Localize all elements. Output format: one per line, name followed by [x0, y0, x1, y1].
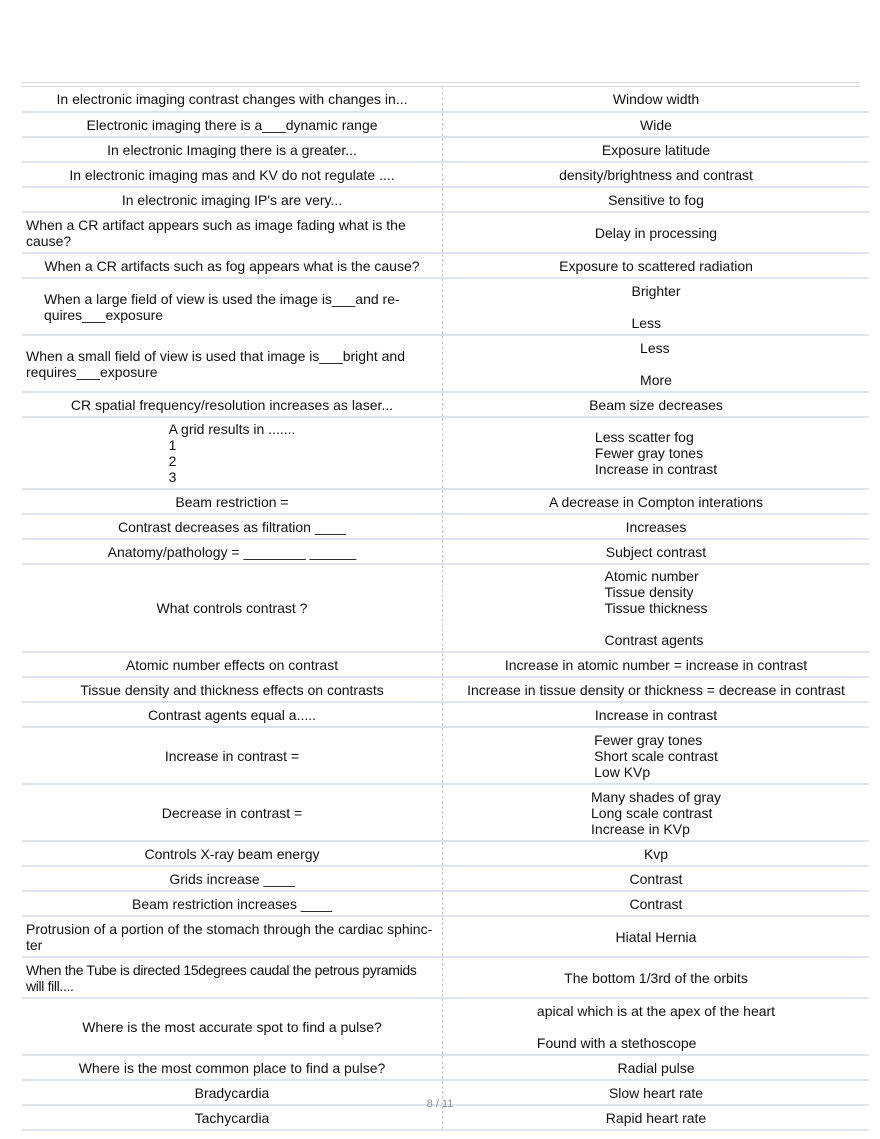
question-text: Contrast agents equal a.....: [147, 706, 317, 723]
answer-cell: [443, 784, 870, 841]
flashcard-row: [22, 841, 869, 866]
question-cell: [22, 278, 443, 335]
answer-block: [631, 283, 680, 331]
answer-text: Less: [631, 314, 662, 331]
flashcard-row: [22, 916, 869, 957]
answer-cell: [443, 727, 870, 784]
question-text: When the Tube is directed 15degrees caudal the petrous pyramids: [26, 961, 417, 978]
answer-text: Contrast: [629, 895, 683, 912]
question-text: Increase in contrast =: [164, 747, 300, 764]
answer-text: Exposure to scattered radiation: [559, 257, 753, 274]
question-text: Tachycardia: [194, 1109, 270, 1126]
question-text: quires___exposure: [44, 306, 164, 323]
question-text: When a large field of view is used the image is___and re-: [44, 290, 400, 307]
answer-text: Increase in KVp: [591, 820, 690, 837]
question-text: will fill....: [26, 977, 74, 994]
answer-text: The bottom 1/3rd of the orbits: [564, 969, 748, 986]
flashcard-row: [22, 702, 869, 727]
answer-text: Beam size decreases: [589, 396, 723, 413]
answer-cell: [443, 212, 870, 253]
answer-text: Many shades of gray: [591, 788, 721, 805]
question-text: In electronic imaging contrast changes with changes in...: [56, 91, 408, 107]
page-number: 8 / 11: [426, 1098, 454, 1110]
answer-cell: [443, 841, 870, 866]
answer-text: Fewer gray tones: [594, 445, 704, 461]
answer-text: Tissue density: [604, 584, 694, 600]
question-text: 3: [168, 469, 177, 485]
answer-text: Less: [640, 339, 670, 356]
flashcard-row: [22, 162, 869, 187]
answer-text: Slow heart rate: [608, 1084, 704, 1101]
question-text: Controls X-ray beam energy: [144, 845, 320, 862]
answer-text: Contrast: [629, 870, 683, 887]
answer-text: More: [640, 371, 672, 388]
question-text: Anatomy/pathology = ________ ______: [107, 543, 357, 560]
flashcard-row: [22, 392, 869, 417]
answer-block: [595, 429, 717, 477]
question-cell: [22, 784, 443, 841]
question-text: Contrast decreases as filtration ____: [117, 518, 346, 535]
answer-cell: [443, 564, 870, 652]
question-cell: [22, 677, 443, 702]
question-cell: [22, 539, 443, 564]
question-text: Electronic imaging there is a___dynamic range: [86, 116, 378, 133]
answer-text: Tissue thickness: [604, 600, 708, 616]
answer-text: Kvp: [643, 845, 669, 862]
question-cell: [22, 727, 443, 784]
answer-block: [591, 789, 721, 837]
answer-text: Sensitive to fog: [608, 191, 704, 208]
flashcard-row: [22, 652, 869, 677]
answer-text: Increase in contrast: [594, 706, 718, 723]
question-text: A grid results in .......: [168, 421, 296, 437]
flashcard-row: [22, 489, 869, 514]
answer-text: Rapid heart rate: [605, 1109, 707, 1126]
answer-text: Atomic number: [604, 568, 699, 584]
answer-cell: [443, 652, 870, 677]
answer-spacer: [631, 299, 680, 315]
answer-text: Long scale contrast: [591, 804, 713, 821]
answer-cell: [443, 916, 870, 957]
answer-text: Radial pulse: [617, 1059, 695, 1076]
answer-cell: [443, 335, 870, 392]
question-text: In electronic imaging mas and KV do not regulate ....: [69, 166, 395, 183]
answer-text: density/brightness and contrast: [559, 166, 753, 183]
answer-cell: [443, 253, 870, 278]
answer-text: apical which is at the apex of the heart: [536, 1002, 776, 1019]
answer-cell: [443, 112, 870, 137]
question-text: When a CR artifacts such as fog appears what is the cause?: [44, 257, 420, 274]
answer-spacer: [605, 616, 708, 632]
question-cell: [22, 866, 443, 891]
answer-text: Short scale contrast: [594, 747, 718, 764]
question-text: Grids increase ____: [169, 870, 295, 887]
question-text: Where is the most accurate spot to find a pulse?: [82, 1018, 382, 1035]
question-cell: [22, 212, 443, 253]
question-cell: [22, 891, 443, 916]
answer-text: Hiatal Hernia: [615, 928, 697, 945]
answer-text: Increases: [625, 518, 687, 535]
flashcard-row: [22, 87, 869, 112]
question-block: [169, 421, 296, 485]
question-text: Beam restriction increases ____: [132, 895, 332, 912]
answer-cell: [443, 392, 870, 417]
question-text: In electronic Imaging there is a greater...: [107, 141, 357, 158]
flashcard-row: [22, 514, 869, 539]
flashcard-row: [22, 137, 869, 162]
flashcard-sheet: [22, 82, 860, 1131]
flashcard-row: [22, 212, 869, 253]
question-text: Bradycardia: [194, 1084, 270, 1101]
flashcard-row: [22, 278, 869, 335]
flashcard-row: [22, 727, 869, 784]
question-text: 2: [168, 453, 177, 469]
answer-cell: [443, 702, 870, 727]
question-cell: [22, 112, 443, 137]
answer-cell: [443, 1055, 870, 1080]
question-text: Protrusion of a portion of the stomach through the cardiac sphinc-: [26, 920, 433, 937]
answer-text: Wide: [640, 116, 672, 133]
answer-text: A decrease in Compton interations: [548, 493, 763, 510]
answer-text: Exposure latitude: [601, 141, 711, 158]
question-cell: [22, 392, 443, 417]
flashcard-row: [22, 784, 869, 841]
flashcard-table: [22, 87, 869, 1131]
answer-cell: [443, 539, 870, 564]
question-cell: [22, 162, 443, 187]
question-text: Where is the most common place to find a pulse?: [78, 1059, 386, 1076]
flashcard-row: [22, 1055, 869, 1080]
answer-text: Increase in contrast: [594, 461, 718, 477]
flashcard-row: [22, 957, 869, 998]
flashcard-row: [22, 253, 869, 278]
question-cell: [22, 514, 443, 539]
answer-block: [537, 1003, 775, 1051]
question-text: CR spatial frequency/resolution increases as laser...: [70, 396, 394, 413]
answer-text: Low KVp: [594, 763, 651, 780]
answer-cell: [443, 278, 870, 335]
answer-text: Brighter: [631, 282, 681, 299]
flashcard-rows: [22, 87, 869, 1130]
answer-cell: [443, 891, 870, 916]
flashcard-row: [22, 866, 869, 891]
answer-cell: [443, 87, 870, 112]
answer-text: Fewer gray tones: [594, 731, 703, 748]
answer-text: Window width: [612, 91, 700, 107]
question-text: When a CR artifact appears such as image fading what is the cause?: [26, 216, 406, 249]
question-cell: [22, 841, 443, 866]
answer-text: Found with a stethoscope: [536, 1034, 697, 1051]
answer-text: Less scatter fog: [594, 429, 694, 445]
answer-text: Delay in processing: [594, 224, 718, 241]
answer-cell: [443, 137, 870, 162]
question-text: Beam restriction =: [175, 493, 289, 510]
question-cell: [22, 1055, 443, 1080]
flashcard-row: [22, 187, 869, 212]
question-cell: [22, 489, 443, 514]
question-cell: [22, 253, 443, 278]
flashcard-row: [22, 335, 869, 392]
question-cell: [22, 957, 443, 998]
answer-spacer: [640, 356, 672, 372]
question-text: What controls contrast ?: [156, 600, 308, 616]
question-cell: [22, 87, 443, 112]
answer-cell: [443, 162, 870, 187]
answer-cell: [443, 998, 870, 1055]
question-cell: [22, 702, 443, 727]
answer-spacer: [537, 1019, 775, 1035]
question-cell: [22, 335, 443, 392]
question-cell: [22, 187, 443, 212]
answer-cell: [443, 677, 870, 702]
question-text: Decrease in contrast =: [161, 804, 303, 821]
answer-cell: [443, 187, 870, 212]
answer-cell: [443, 514, 870, 539]
answer-text: Increase in atomic number = increase in contrast: [504, 656, 808, 673]
answer-cell: [443, 417, 870, 489]
question-text: Atomic number effects on contrast: [125, 656, 339, 673]
answer-block: [640, 340, 672, 388]
question-text: When a small field of view is used that image is___bright and requires___exposure: [26, 347, 405, 380]
question-text: In electronic imaging IP's are very...: [121, 191, 343, 208]
question-cell: [22, 998, 443, 1055]
question-text: 1: [168, 437, 177, 453]
flashcard-row: [22, 539, 869, 564]
answer-cell: [443, 489, 870, 514]
flashcard-row: [22, 677, 869, 702]
flashcard-row: [22, 417, 869, 489]
answer-block: [594, 732, 718, 780]
answer-text: Contrast agents: [604, 632, 704, 648]
question-cell: [22, 137, 443, 162]
question-cell: [22, 916, 443, 957]
flashcard-row: [22, 112, 869, 137]
question-cell: [22, 417, 443, 489]
answer-cell: [443, 957, 870, 998]
answer-text: Increase in tissue density or thickness = decrease in contrast: [467, 681, 845, 698]
flashcard-row: [22, 564, 869, 652]
flashcard-row: [22, 891, 869, 916]
question-text: Tissue density and thickness effects on contrasts: [80, 681, 384, 698]
answer-text: Subject contrast: [605, 543, 707, 560]
flashcard-row: [22, 998, 869, 1055]
question-text: ter: [26, 936, 43, 953]
answer-block: [605, 568, 708, 648]
question-cell: [22, 564, 443, 652]
answer-cell: [443, 866, 870, 891]
question-cell: [22, 652, 443, 677]
